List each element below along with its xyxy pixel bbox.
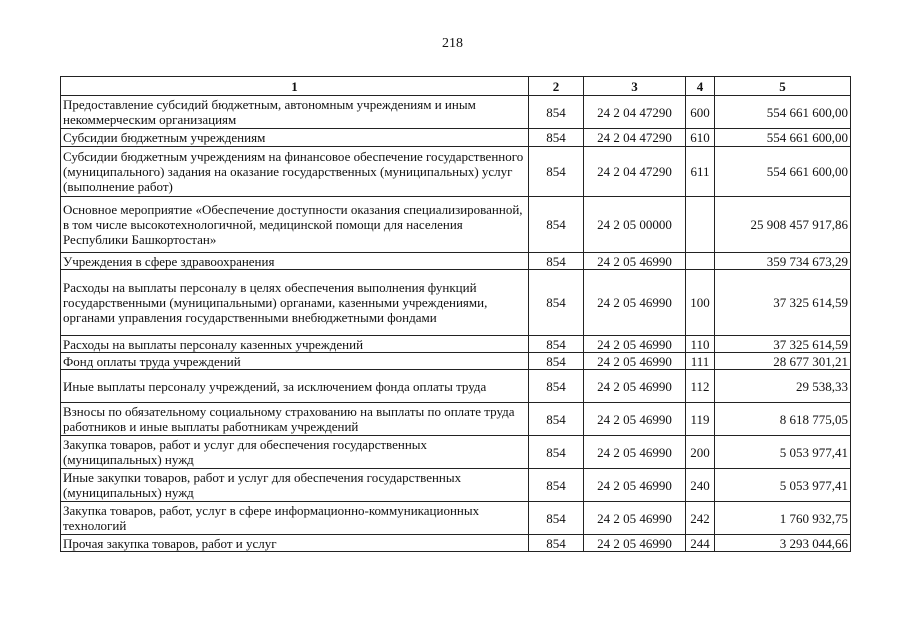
row-admin-code: 854: [529, 197, 584, 253]
row-amount: 8 618 775,05: [715, 403, 851, 436]
table-row: [61, 197, 851, 253]
row-target-article: 24 2 05 46990: [584, 336, 686, 353]
row-amount: 25 908 457 917,86: [715, 197, 851, 253]
table-row: [61, 336, 851, 353]
row-admin-code: 854: [529, 353, 584, 370]
row-admin-code: 854: [529, 535, 584, 552]
row-name: Закупка товаров, работ и услуг для обеспечения государственных (муниципальных) нужд: [61, 436, 529, 469]
row-admin-code: 854: [529, 129, 584, 147]
row-expense-type: 242: [686, 502, 715, 535]
row-expense-type: 112: [686, 370, 715, 403]
row-expense-type: 200: [686, 436, 715, 469]
row-target-article: 24 2 05 46990: [584, 436, 686, 469]
row-name: Субсидии бюджетным учреждениям на финансовое обеспечение государственного (муниципального) задания на оказание государственных (муниципальных) услуг (выполнение работ): [61, 147, 529, 197]
row-target-article: 24 2 05 46990: [584, 353, 686, 370]
row-amount: 1 760 932,75: [715, 502, 851, 535]
row-admin-code: 854: [529, 270, 584, 336]
budget-table: [60, 76, 851, 552]
table-row: [61, 353, 851, 370]
row-name: Иные закупки товаров, работ и услуг для обеспечения государственных (муниципальных) нужд: [61, 469, 529, 502]
row-name: Предоставление субсидий бюджетным, автономным учреждениям и иным некоммерческим организациям: [61, 96, 529, 129]
page-number: 218: [442, 36, 463, 51]
row-amount: 554 661 600,00: [715, 96, 851, 129]
row-expense-type: 244: [686, 535, 715, 552]
row-amount: 29 538,33: [715, 370, 851, 403]
row-name: Расходы на выплаты персоналу в целях обеспечения выполнения функций государственными (муниципальными) органами, казенными учреждениями, органами управления государственными внебюджетными фондами: [61, 270, 529, 336]
row-target-article: 24 2 05 46990: [584, 502, 686, 535]
row-amount: 554 661 600,00: [715, 147, 851, 197]
row-target-article: 24 2 05 46990: [584, 370, 686, 403]
table-header-row: [61, 77, 851, 96]
row-expense-type: [686, 197, 715, 253]
column-header-5: 5: [715, 77, 851, 96]
row-admin-code: 854: [529, 436, 584, 469]
row-admin-code: 854: [529, 403, 584, 436]
row-name: Фонд оплаты труда учреждений: [61, 353, 529, 370]
table-row: [61, 96, 851, 129]
row-name: Закупка товаров, работ, услуг в сфере информационно-коммуникационных технологий: [61, 502, 529, 535]
table-row: [61, 502, 851, 535]
table-row: [61, 403, 851, 436]
row-target-article: 24 2 05 46990: [584, 403, 686, 436]
row-amount: 5 053 977,41: [715, 436, 851, 469]
row-name: Взносы по обязательному социальному страхованию на выплаты по оплате труда работников и иные выплаты работникам учреждений: [61, 403, 529, 436]
column-header-4: 4: [686, 77, 715, 96]
row-target-article: 24 2 05 46990: [584, 253, 686, 270]
row-target-article: 24 2 05 46990: [584, 535, 686, 552]
row-admin-code: 854: [529, 336, 584, 353]
row-admin-code: 854: [529, 96, 584, 129]
row-target-article: 24 2 04 47290: [584, 147, 686, 197]
row-expense-type: 111: [686, 353, 715, 370]
row-name: Основное мероприятие «Обеспечение доступности оказания специализированной, в том числе высокотехнологичной, медицинской помощи для населения Республики Башкортостан»: [61, 197, 529, 253]
row-amount: 359 734 673,29: [715, 253, 851, 270]
row-expense-type: 110: [686, 336, 715, 353]
row-amount: 5 053 977,41: [715, 469, 851, 502]
row-expense-type: [686, 253, 715, 270]
row-name: Субсидии бюджетным учреждениям: [61, 129, 529, 147]
row-admin-code: 854: [529, 147, 584, 197]
row-amount: 554 661 600,00: [715, 129, 851, 147]
row-expense-type: 611: [686, 147, 715, 197]
row-admin-code: 854: [529, 370, 584, 403]
table-row: [61, 147, 851, 197]
table-row: [61, 129, 851, 147]
table-row: [61, 253, 851, 270]
table-row: [61, 370, 851, 403]
row-name: Учреждения в сфере здравоохранения: [61, 253, 529, 270]
table-row: [61, 535, 851, 552]
row-target-article: 24 2 05 46990: [584, 270, 686, 336]
row-admin-code: 854: [529, 502, 584, 535]
column-header-3: 3: [584, 77, 686, 96]
table-row: [61, 436, 851, 469]
row-amount: 28 677 301,21: [715, 353, 851, 370]
row-target-article: 24 2 05 46990: [584, 469, 686, 502]
row-target-article: 24 2 04 47290: [584, 129, 686, 147]
row-name: Прочая закупка товаров, работ и услуг: [61, 535, 529, 552]
row-amount: 3 293 044,66: [715, 535, 851, 552]
column-header-2: 2: [529, 77, 584, 96]
row-name: Иные выплаты персоналу учреждений, за исключением фонда оплаты труда: [61, 370, 529, 403]
row-amount: 37 325 614,59: [715, 270, 851, 336]
row-expense-type: 119: [686, 403, 715, 436]
row-target-article: 24 2 04 47290: [584, 96, 686, 129]
row-admin-code: 854: [529, 469, 584, 502]
column-header-1: 1: [61, 77, 529, 96]
row-expense-type: 610: [686, 129, 715, 147]
row-name: Расходы на выплаты персоналу казенных учреждений: [61, 336, 529, 353]
table-row: [61, 270, 851, 336]
row-admin-code: 854: [529, 253, 584, 270]
table-row: [61, 469, 851, 502]
row-amount: 37 325 614,59: [715, 336, 851, 353]
row-target-article: 24 2 05 00000: [584, 197, 686, 253]
row-expense-type: 100: [686, 270, 715, 336]
row-expense-type: 240: [686, 469, 715, 502]
row-expense-type: 600: [686, 96, 715, 129]
